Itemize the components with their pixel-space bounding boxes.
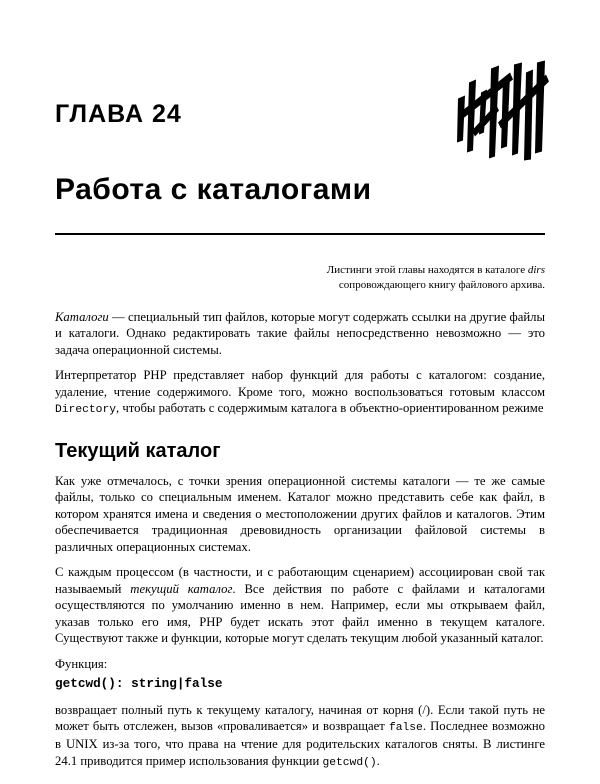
current-directory-term: текущий каталог (130, 581, 233, 596)
intro-paragraph-2-text: Интерпретатор PHP представляет набор функций для работы с каталогом: создание, удаление, чтение содержимого. Кроме того, можно воспользоваться готовым классом (55, 368, 545, 399)
section-paragraph-2-end: . Все действия по работе с файлами и каталогами осуществляются по умолчанию именно в нем. Например, если мы открываем файл, указав только его имя, PHP будет искать этот файл именно в текущем каталоге. Существуют также и функции, которые могут сделать текущим любой указанный каталог. (55, 581, 546, 646)
title-divider (55, 233, 545, 235)
note-dirs-name: dirs (527, 264, 545, 276)
section-paragraph-3 (55, 702, 545, 770)
note-text-end: сопровождающего книгу файлового архива. (338, 278, 545, 291)
intro-paragraph-2-end: , чтобы работать с содержимым каталога в объектно-ориентированном режиме (116, 401, 544, 416)
intro-paragraph-2 (55, 367, 545, 418)
note-text: Листинги этой главы находятся в каталоге (326, 264, 528, 276)
intro-paragraph-1 (55, 309, 545, 359)
section-paragraph-3-mid: . Последнее возможно в UNIX из-за того, что права на чтение для родительских каталогов сняты. В листинге 24.1 приводится пример использования функции (55, 719, 545, 768)
chapter-label: ГЛАВА 24 (55, 100, 182, 128)
directory-class-code: Directory (55, 404, 117, 417)
body-text (55, 309, 545, 771)
page-title: Работа с каталогами (55, 173, 372, 206)
false-keyword-code: false (388, 722, 423, 735)
section-paragraph-3-end: . (376, 753, 380, 768)
section-heading-current-directory: Текущий каталог (55, 439, 221, 462)
listings-note (290, 263, 545, 293)
section-paragraph-2 (55, 564, 545, 647)
section-paragraph-2-text: С каждым процессом (в частности, и с работающим сценарием) ассоциирован свой так называемый (55, 565, 545, 596)
intro-lead-term: Каталоги (55, 309, 109, 324)
getcwd-signature-code: getcwd(): string|false (55, 676, 223, 692)
getcwd-call-code: getcwd() (322, 756, 377, 769)
function-label: Функция: (55, 656, 108, 671)
page-content (0, 100, 600, 770)
intro-paragraph-1-text: — специальный тип файлов, которые могут содержать ссылки на другие файлы и каталоги. Однако редактировать такие файлы непосредственно невозможно — это задача операционной системы. (55, 309, 545, 357)
section-paragraph-3-text: возвращает полный путь к текущему каталогу, начиная от корня (/). Если такой путь не может быть отслежен, вызов «проваливается» и возвращает (55, 702, 545, 734)
chapter-ornament-icon (452, 58, 552, 163)
section-paragraph-1: Как уже отмечалось, с точки зрения операционной системы каталоги — те же самые файлы, только со специальным именем. Каталог можно представить себе как файл, в котором хранятся имена и сведения о местоположении других файлов и каталогов. Этим обеспечивается традиционная древовидность организации файловой системы в различных операционных системах. (55, 473, 545, 554)
